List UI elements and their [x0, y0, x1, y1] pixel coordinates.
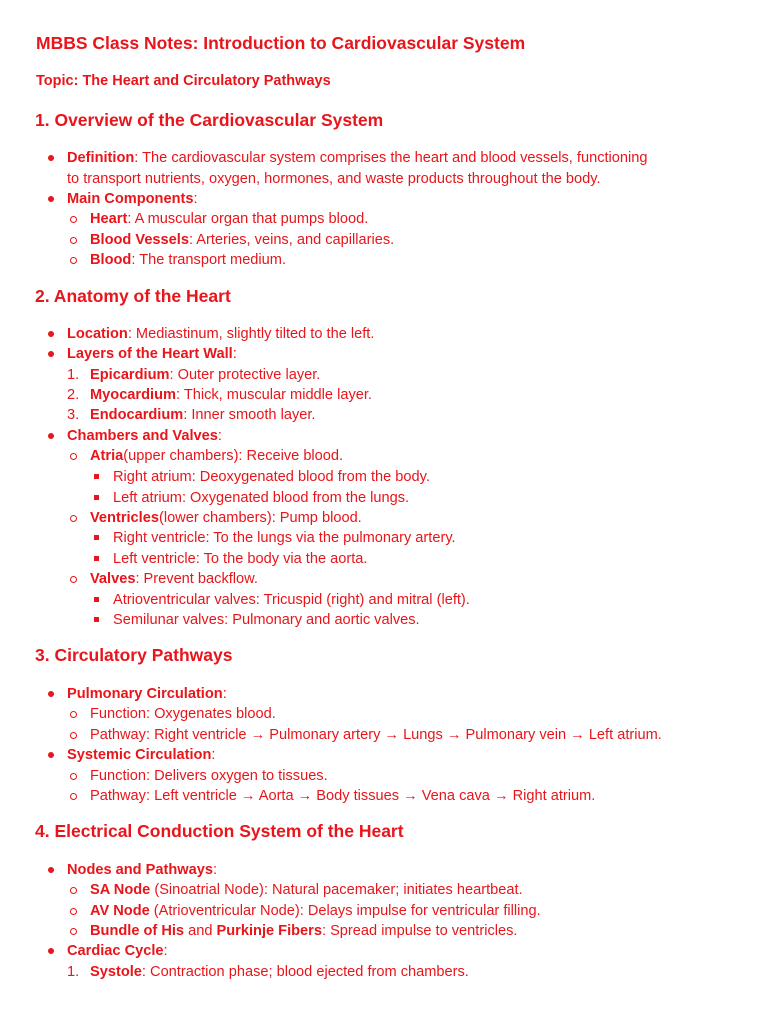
- bullet-circle-icon: [70, 515, 77, 522]
- right-atrium-item: Right atrium: Deoxygenated blood from the body.: [113, 469, 430, 485]
- bullet-disc-icon: [48, 752, 54, 758]
- section-3-heading: 3. Circulatory Pathways: [35, 645, 233, 665]
- bullet-circle-icon: [70, 257, 77, 264]
- bullet-square-icon: [94, 597, 99, 602]
- nodes-pathways-item: Nodes and Pathways:: [67, 862, 218, 878]
- pulmonary-pathway-item: Pathway: Right ventricle → Pulmonary artery → Lungs → Pulmonary vein → Left atrium.: [90, 727, 662, 743]
- topic-line: Topic: The Heart and Circulatory Pathways: [36, 73, 331, 89]
- cardiac-cycle-item: Cardiac Cycle:: [67, 943, 168, 959]
- bullet-disc-icon: [48, 867, 54, 873]
- bullet-circle-icon: [70, 928, 77, 935]
- systemic-function-item: Function: Delivers oxygen to tissues.: [90, 768, 328, 784]
- ventricles-item: Ventricles(lower chambers): Pump blood.: [90, 510, 362, 526]
- atria-item: Atria(upper chambers): Receive blood.: [90, 448, 344, 464]
- sa-node-item: SA Node (Sinoatrial Node): Natural pacemaker; initiates heartbeat.: [90, 882, 523, 898]
- endocardium-item: Endocardium: Inner smooth layer.: [90, 407, 316, 423]
- pulmonary-circulation-item: Pulmonary Circulation:: [67, 686, 227, 702]
- bullet-disc-icon: [48, 196, 54, 202]
- bullet-disc-icon: [48, 691, 54, 697]
- list-number: 3.: [67, 407, 80, 423]
- list-number: 2.: [67, 387, 80, 403]
- av-valves-item: Atrioventricular valves: Tricuspid (right) and mitral (left).: [113, 592, 470, 608]
- systemic-pathway-item: Pathway: Left ventricle → Aorta → Body tissues → Vena cava → Right atrium.: [90, 788, 596, 804]
- bullet-circle-icon: [70, 237, 77, 244]
- blood-item: Blood: The transport medium.: [90, 252, 286, 268]
- epicardium-item: Epicardium: Outer protective layer.: [90, 367, 321, 383]
- av-node-item: AV Node (Atrioventricular Node): Delays impulse for ventricular filling.: [90, 903, 541, 919]
- bullet-square-icon: [94, 495, 99, 500]
- chambers-item: Chambers and Valves:: [67, 428, 222, 444]
- blood-vessels-item: Blood Vessels: Arteries, veins, and capillaries.: [90, 232, 395, 248]
- bullet-circle-icon: [70, 908, 77, 915]
- bullet-circle-icon: [70, 887, 77, 894]
- left-ventricle-item: Left ventricle: To the body via the aorta.: [113, 551, 368, 567]
- document-title: MBBS Class Notes: Introduction to Cardiovascular System: [36, 33, 526, 53]
- valves-item: Valves: Prevent backflow.: [90, 571, 258, 587]
- myocardium-item: Myocardium: Thick, muscular middle layer.: [90, 387, 372, 403]
- section-1-heading: 1. Overview of the Cardiovascular System: [35, 110, 384, 130]
- list-number: 1.: [67, 964, 80, 980]
- bullet-disc-icon: [48, 331, 54, 337]
- section-2-heading: 2. Anatomy of the Heart: [35, 286, 231, 306]
- bullet-square-icon: [94, 556, 99, 561]
- left-atrium-item: Left atrium: Oxygenated blood from the lungs.: [113, 490, 410, 506]
- definition-line-2: to transport nutrients, oxygen, hormones, and waste products throughout the body.: [67, 171, 601, 187]
- bullet-circle-icon: [70, 773, 77, 780]
- section-4-heading: 4. Electrical Conduction System of the Heart: [35, 821, 404, 841]
- pulmonary-function-item: Function: Oxygenates blood.: [90, 706, 276, 722]
- bullet-circle-icon: [70, 216, 77, 223]
- bullet-disc-icon: [48, 351, 54, 357]
- definition-line-1: Definition: The cardiovascular system comprises the heart and blood vessels, functioning: [67, 150, 648, 166]
- bullet-disc-icon: [48, 155, 54, 161]
- bullet-square-icon: [94, 474, 99, 479]
- bullet-circle-icon: [70, 711, 77, 718]
- right-ventricle-item: Right ventricle: To the lungs via the pulmonary artery.: [113, 530, 456, 546]
- main-components-item: Main Components:: [67, 191, 198, 207]
- bullet-circle-icon: [70, 732, 77, 739]
- heart-item: Heart: A muscular organ that pumps blood.: [90, 211, 369, 227]
- bullet-square-icon: [94, 535, 99, 540]
- layers-item: Layers of the Heart Wall:: [67, 346, 237, 362]
- bullet-square-icon: [94, 617, 99, 622]
- list-number: 1.: [67, 367, 80, 383]
- bundle-purkinje-item: Bundle of His and Purkinje Fibers: Spread impulse to ventricles.: [90, 923, 518, 939]
- location-item: Location: Mediastinum, slightly tilted to the left.: [67, 326, 375, 342]
- systole-item: Systole: Contraction phase; blood ejected from chambers.: [90, 964, 469, 980]
- semilunar-valves-item: Semilunar valves: Pulmonary and aortic valves.: [113, 612, 420, 628]
- systemic-circulation-item: Systemic Circulation:: [67, 747, 216, 763]
- bullet-disc-icon: [48, 948, 54, 954]
- bullet-disc-icon: [48, 433, 54, 439]
- bullet-circle-icon: [70, 453, 77, 460]
- bullet-circle-icon: [70, 576, 77, 583]
- bullet-circle-icon: [70, 793, 77, 800]
